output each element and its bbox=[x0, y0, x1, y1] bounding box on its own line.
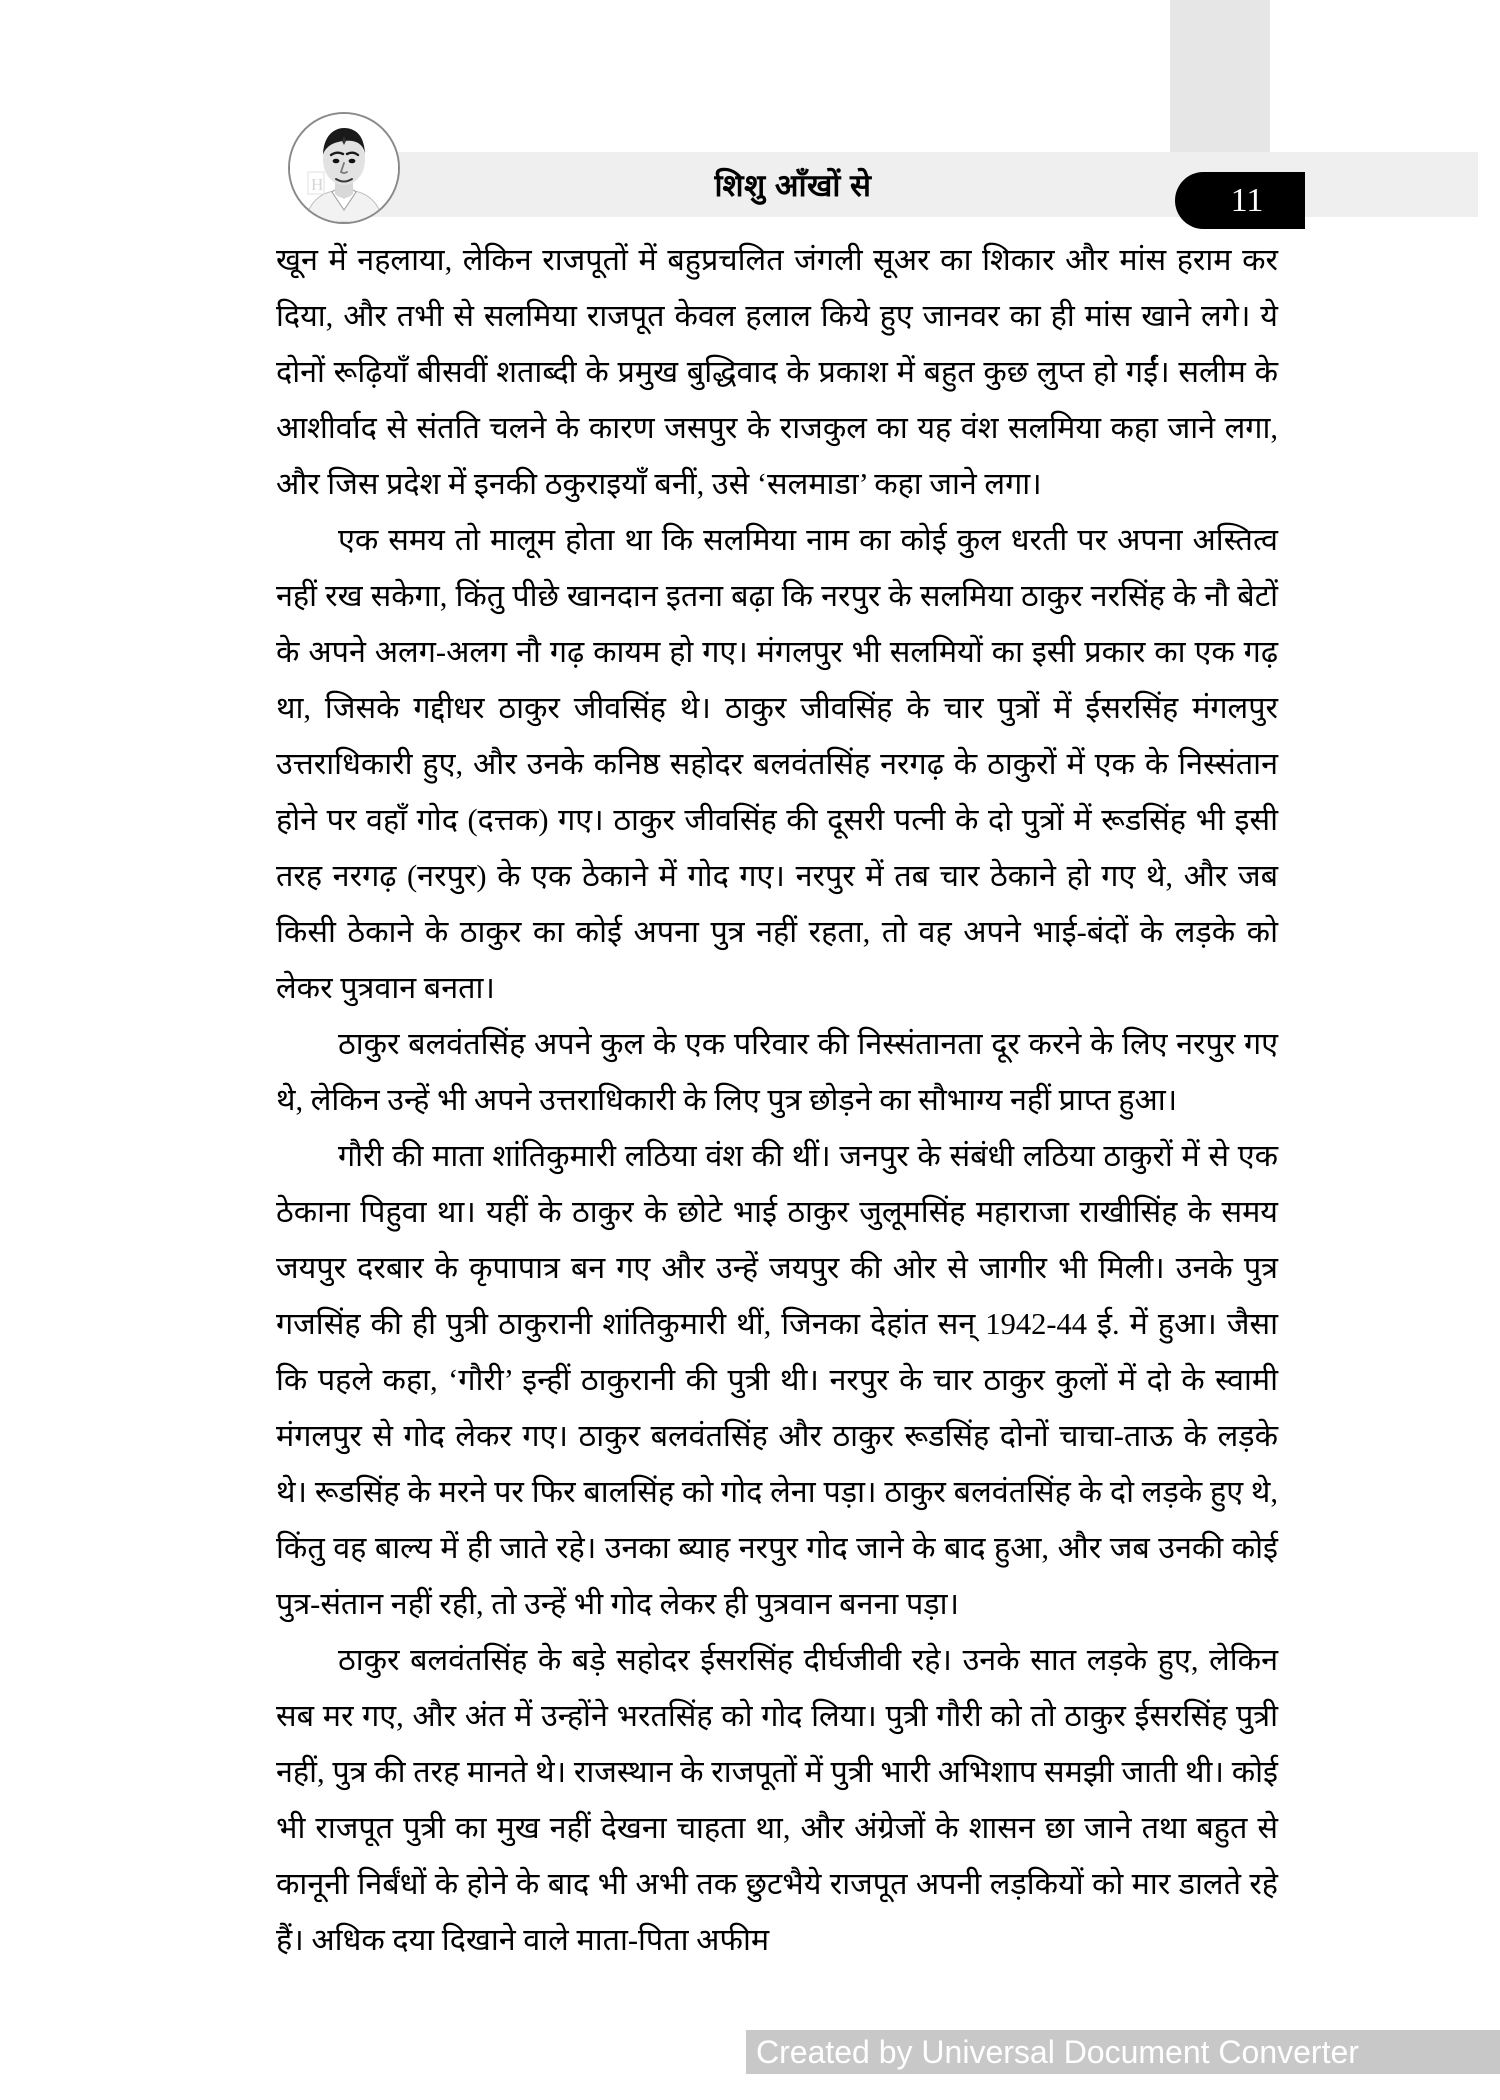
page-number-text: 11 bbox=[1230, 181, 1264, 219]
body-text-column bbox=[276, 232, 1278, 1968]
watermark-text: Created by Universal Document Converter bbox=[756, 2033, 1359, 2070]
page-number-badge bbox=[1175, 172, 1305, 229]
svg-text:H: H bbox=[311, 175, 324, 194]
paragraph: खून में नहलाया, लेकिन राजपूतों में बहुप्रचलित जंगली सूअर का शिकार और मांस हराम कर दिया, और तभी से सलमिया राजपूत केवल हलाल किये हुए जानवर का ही मांस खाने लगे। ये दोनों रूढ़ियाँ बीसवीं शताब्दी के प्रमुख बुद्धिवाद के प्रकाश में बहुत कुछ लुप्त हो गईं। सलीम के आशीर्वाद से संतति चलने के कारण जसपुर के राजकुल का यह वंश सलमिया कहा जाने लगा, और जिस प्रदेश में इनकी ठकुराइयाँ बनीं, उसे ‘सलमाडा’ कहा जाने लगा। bbox=[276, 243, 1278, 501]
page-title bbox=[328, 152, 1258, 217]
paragraph: ठाकुर बलवंतसिंह अपने कुल के एक परिवार की निस्संतानता दूर करने के लिए नरपुर गए थे, लेकिन उन्हें भी अपने उत्तराधिकारी के लिए पुत्र छोड़ने का सौभाग्य नहीं प्राप्त हुआ। bbox=[276, 1027, 1278, 1117]
corner-tab-decoration bbox=[1170, 0, 1270, 172]
watermark-banner bbox=[746, 2030, 1500, 2074]
paragraph: एक समय तो मालूम होता था कि सलमिया नाम का कोई कुल धरती पर अपना अस्तित्व नहीं रख सकेगा, किंतु पीछे खानदान इतना बढ़ा कि नरपुर के सलमिया ठाकुर नरसिंह के नौ बेटों के अपने अलग-अलग नौ गढ़ कायम हो गए। मंगलपुर भी सलमियों का इसी प्रकार का एक गढ़ था, जिसके गद्दीधर ठाकुर जीवसिंह थे। ठाकुर जीवसिंह के चार पुत्रों में ईसरसिंह मंगलपुर उत्तराधिकारी हुए, और उनके कनिष्ठ सहोदर बलवंतसिंह नरगढ़ के ठाकुरों में एक के निस्संतान होने पर वहाँ गोद (दत्तक) गए। ठाकुर जीवसिंह की दूसरी पत्नी के दो पुत्रों में रूडसिंह भी इसी तरह नरगढ़ (नरपुर) के एक ठेकाने में गोद गए। नरपुर में तब चार ठेकाने हो गए थे, और जब किसी ठेकाने के ठाकुर का कोई अपना पुत्र नहीं रहता, तो वह अपने भाई-बंदों के लड़के को लेकर पुत्रवान बनता। bbox=[276, 523, 1278, 1005]
paragraph: ठाकुर बलवंतसिंह के बड़े सहोदर ईसरसिंह दीर्घजीवी रहे। उनके सात लड़के हुए, लेकिन सब मर गए, और अंत में उन्होंने भरतसिंह को गोद लिया। पुत्री गौरी को तो ठाकुर ईसरसिंह पुत्री नहीं, पुत्र की तरह मानते थे। राजस्थान के राजपूतों में पुत्री भारी अभिशाप समझी जाती थी। कोई भी राजपूत पुत्री का मुख नहीं देखना चाहता था, और अंग्रेजों के शासन छा जाने तथा बहुत से कानूनी निर्बंधों के होने के बाद भी अभी तक छुटभैये राजपूत अपनी लड़कियों को मार डालते रहे हैं। अधिक दया दिखाने वाले माता-पिता अफीम bbox=[276, 1643, 1278, 1957]
page-title-text: शिशु आँखों से bbox=[714, 167, 872, 203]
paragraph: गौरी की माता शांतिकुमारी लठिया वंश की थीं। जनपुर के संबंधी लठिया ठाकुरों में से एक ठेकाना पिहुवा था। यहीं के ठाकुर के छोटे भाई ठाकुर जुलूमसिंह महाराजा राखीसिंह के समय जयपुर दरबार के कृपापात्र बन गए और उन्हें जयपुर की ओर से जागीर भी मिली। उनके पुत्र गजसिंह की ही पुत्री ठाकुरानी शांतिकुमारी थीं, जिनका देहांत सन् 1942-44 ई. में हुआ। जैसा कि पहले कहा, ‘गौरी’ इन्हीं ठाकुरानी की पुत्री थी। नरपुर के चार ठाकुर कुलों में दो के स्वामी मंगलपुर से गोद लेकर गए। ठाकुर बलवंतसिंह और ठाकुर रूडसिंह दोनों चाचा-ताऊ के लड़के थे। रूडसिंह के मरने पर फिर बालसिंह को गोद लेना पड़ा। ठाकुर बलवंतसिंह के दो लड़के हुए थे, किंतु वह बाल्य में ही जाते रहे। उनका ब्याह नरपुर गोद जाने के बाद हुआ, और जब उनकी कोई पुत्र-संतान नहीं रही, तो उन्हें भी गोद लेकर ही पुत्रवान बनना पड़ा। bbox=[276, 1139, 1278, 1621]
